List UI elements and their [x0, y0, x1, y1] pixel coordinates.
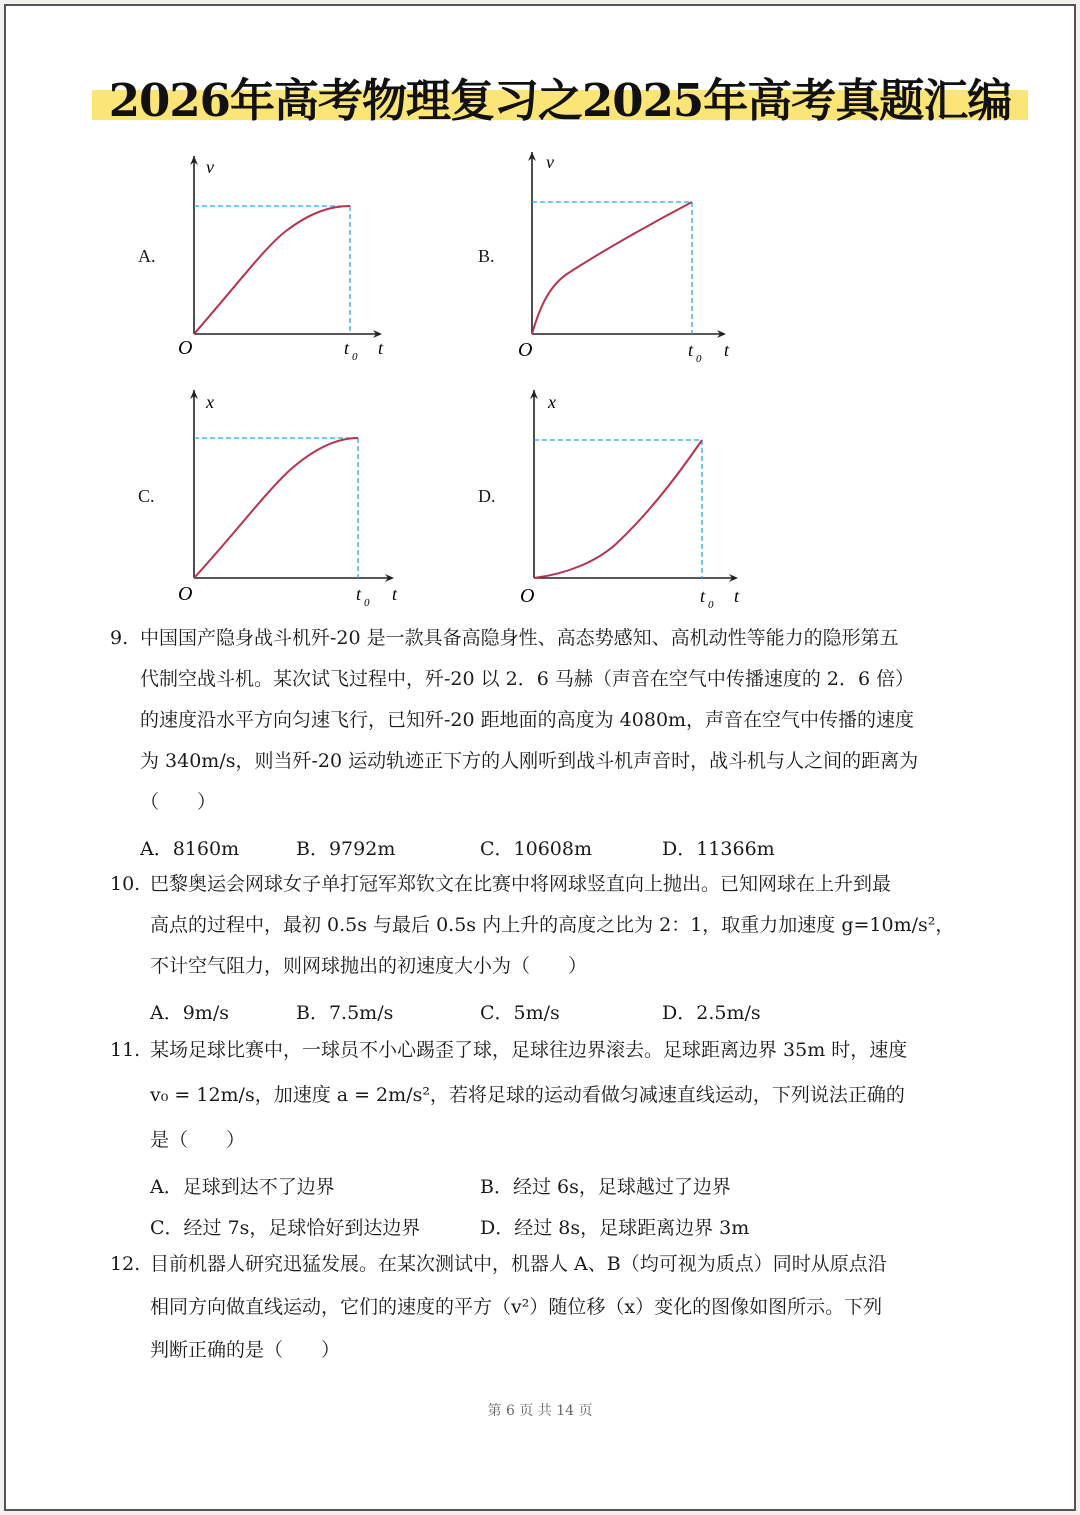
x-axis-label: t: [734, 586, 740, 606]
question-text-line: 的速度沿水平方向匀速飞行，已知歼-20 距地面的高度为 4080m，声音在空气中传播的速度: [140, 709, 915, 731]
choice-d[interactable]: D．2.5m/s: [662, 1002, 761, 1024]
question-number: 10.: [110, 873, 141, 895]
x-axis-label: t: [724, 340, 730, 360]
t0-subscript: 0: [352, 351, 358, 363]
question-number: 9.: [110, 627, 129, 649]
x-axis-label: t: [392, 584, 398, 604]
choice-c[interactable]: C．经过 7s，足球恰好到达边界: [150, 1217, 421, 1239]
y-axis-label: v: [546, 152, 554, 172]
curve: [534, 440, 702, 578]
figure-a-label: A.: [138, 246, 156, 266]
t0-subscript: 0: [364, 597, 370, 609]
question-text-line: 不计空气阻力，则网球抛出的初速度大小为（ ）: [150, 955, 588, 977]
x-axis-label: t: [378, 338, 384, 358]
choice-b[interactable]: B．经过 6s，足球越过了边界: [480, 1176, 731, 1198]
choice-d[interactable]: D．11366m: [662, 838, 775, 860]
choice-b[interactable]: B．9792m: [296, 838, 396, 860]
choice-c[interactable]: C．10608m: [480, 838, 592, 860]
origin-label: O: [518, 339, 533, 361]
curve: [532, 202, 692, 334]
question-text-line: v₀ = 12m/s，加速度 a = 2m/s²，若将足球的运动看做匀减速直线运动，下列说法正确的: [150, 1084, 905, 1106]
figure-c-label: C.: [138, 486, 155, 506]
t0-subscript: 0: [696, 353, 702, 365]
question-number: 11.: [110, 1039, 141, 1061]
question-text-line: 高点的过程中，最初 0.5s 与最后 0.5s 内上升的高度之比为 2：1，取重力加速度 g=10m/s²，: [150, 914, 955, 936]
page-title: 2026年高考物理复习之2025年高考真题汇编: [108, 74, 1012, 127]
t0-label: t: [700, 586, 706, 606]
question-number: 12.: [110, 1253, 141, 1275]
figure-b-graph: [504, 146, 744, 371]
figure-b-label: B.: [478, 246, 495, 266]
question-text-line: 巴黎奥运会网球女子单打冠军郑钦文在比赛中将网球竖直向上抛出。已知网球在上升到最: [150, 873, 892, 895]
curve: [194, 206, 350, 334]
title-banner: [92, 64, 1028, 127]
t0-label: t: [688, 340, 694, 360]
question-text-line: 中国国产隐身战斗机歼-20 是一款具备高隐身性、高态势感知、高机动性等能力的隐形第五: [140, 627, 899, 649]
choice-a[interactable]: A．足球到达不了边界: [150, 1176, 335, 1198]
origin-label: O: [178, 337, 193, 359]
choice-d[interactable]: D．经过 8s，足球距离边界 3m: [480, 1217, 750, 1239]
t0-label: t: [344, 338, 350, 358]
question-text-line: 代制空战斗机。某次试飞过程中，歼-20 以 2．6 马赫（声音在空气中传播速度的 2．6 倍）: [140, 668, 915, 690]
curve: [194, 438, 358, 578]
question-text-line: 判断正确的是（ ）: [150, 1339, 341, 1361]
figure-d-graph: [506, 382, 756, 612]
choice-c[interactable]: C．5m/s: [480, 1002, 560, 1024]
exam-page: [4, 4, 1076, 1511]
choice-b[interactable]: B．7.5m/s: [296, 1002, 394, 1024]
figure-d-label: D.: [478, 486, 496, 506]
t0-subscript: 0: [708, 599, 714, 611]
page-footer: 第 6 页 共 14 页: [487, 1403, 593, 1419]
origin-label: O: [520, 585, 535, 607]
question-text-line: 为 340m/s，则当歼-20 运动轨迹正下方的人刚听到战斗机声音时，战斗机与人之间的距离为: [140, 750, 919, 772]
question-text-line: 是（ ）: [150, 1129, 246, 1151]
question-text-line: 相同方向做直线运动，它们的速度的平方（v²）随位移（x）变化的图像如图所示。下列: [150, 1296, 883, 1318]
figure-c-graph: [166, 382, 406, 612]
question-text-line: 某场足球比赛中，一球员不小心踢歪了球，足球往边界滚去。足球距离边界 35m 时，速度: [150, 1039, 908, 1061]
choice-a[interactable]: A．9m/s: [150, 1002, 229, 1024]
figure-a-graph: [166, 146, 406, 371]
y-axis-label: x: [206, 392, 214, 412]
y-axis-label: v: [206, 157, 214, 177]
choice-a[interactable]: A．8160m: [140, 838, 240, 860]
t0-label: t: [356, 584, 362, 604]
origin-label: O: [178, 583, 193, 605]
y-axis-label: x: [548, 392, 556, 412]
answer-blank: （ ）: [140, 791, 217, 813]
question-text-line: 目前机器人研究迅猛发展。在某次测试中，机器人 A、B（均可视为质点）同时从原点沿: [150, 1253, 887, 1275]
